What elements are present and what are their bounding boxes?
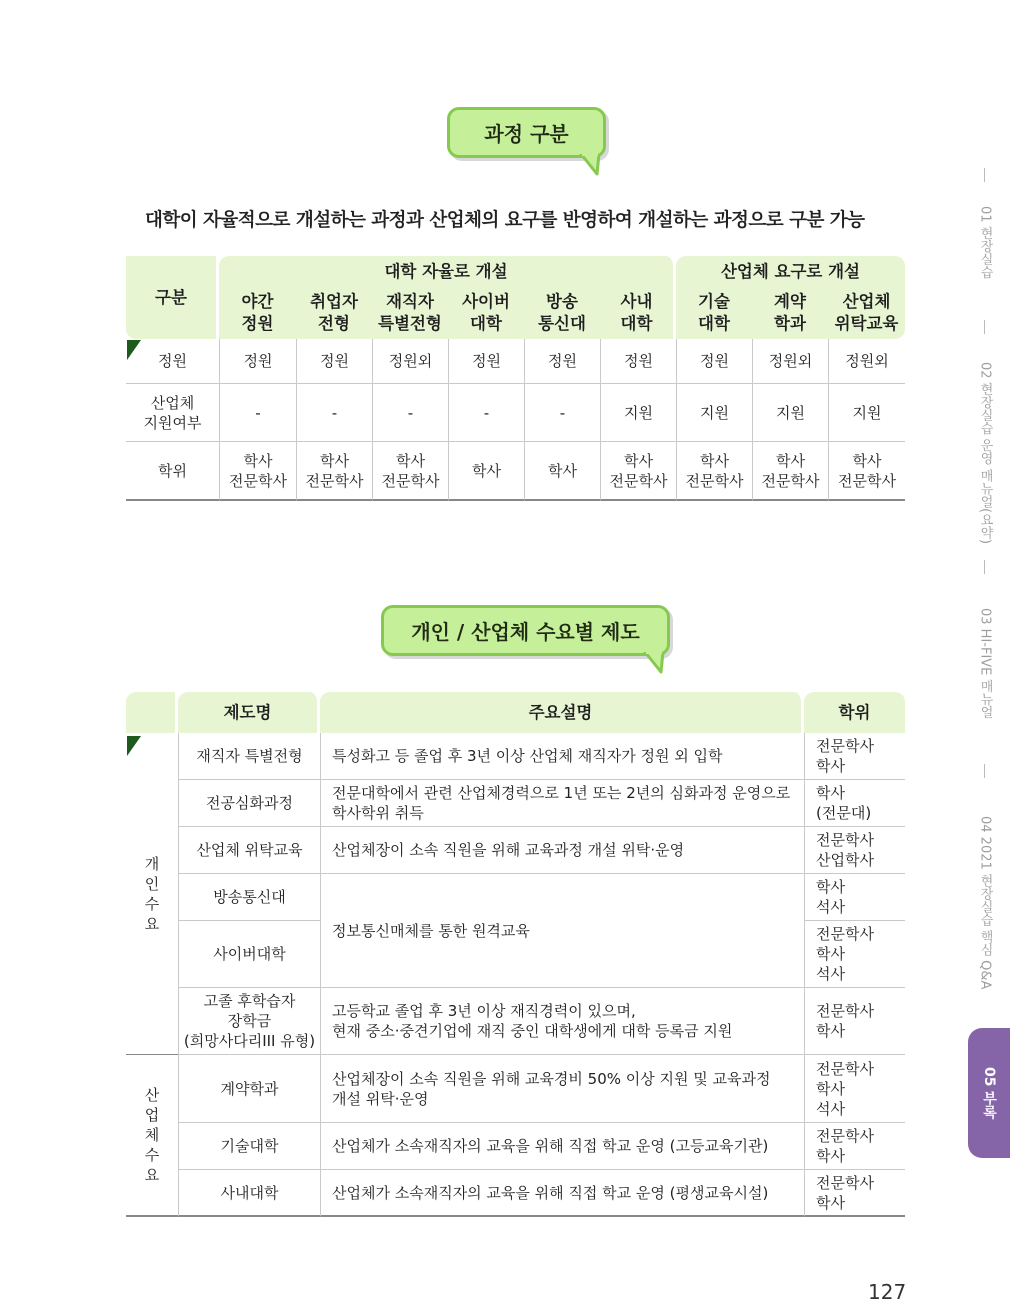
group-label-text: 산업체수요 [144, 1086, 160, 1184]
cell-line: 정원 [320, 352, 349, 370]
sidebar-item-01[interactable] [960, 206, 1010, 279]
cell-line: 전문학사 [609, 471, 668, 490]
cell-line: 석사 [816, 1099, 845, 1118]
column-header [296, 287, 372, 339]
course-type-table [126, 256, 905, 501]
table-cell [372, 339, 448, 384]
sidebar-item-label: 01 현장실습 [977, 206, 993, 279]
cell-line: 정원 [548, 352, 577, 370]
cell-line: 학사 [816, 784, 845, 802]
program-name [178, 874, 320, 921]
program-degree [804, 733, 905, 780]
program-degree [804, 1170, 905, 1217]
cell-line: 전문대학에서 관련 산업체경력으로 1년 또는 2년의 심화과정 운영으로 [332, 784, 791, 802]
cell-line: 재직자 특별전형 [196, 747, 303, 765]
cell-line: 대학 [698, 314, 730, 333]
cell-line: 위탁교육 [834, 314, 899, 333]
table-cell [676, 384, 752, 442]
page-number: 127 [868, 1280, 907, 1304]
cell-line: 정원 [624, 352, 653, 370]
table-cell [372, 442, 448, 501]
cell-line: 산업체가 소속재직자의 교육을 위해 직접 학교 운영 (평생교육시설) [332, 1183, 769, 1202]
cell-line: 재직자 [386, 292, 434, 311]
table-cell [296, 384, 372, 442]
sidebar-item-02[interactable] [960, 362, 1010, 544]
cell-line: 사이버 [462, 292, 510, 311]
cell-line: 특별전형 [378, 314, 442, 333]
cell-line: 산업체가 소속재직자의 교육을 위해 직접 학교 운영 (고등교육기관) [332, 1137, 769, 1155]
cell-line: 사내 [620, 292, 653, 311]
sidebar-item-label: 05 부록 [981, 1066, 997, 1120]
cell-line: 전문학사 [381, 471, 440, 490]
cell-line: 정원 [472, 352, 501, 370]
cell-line: - [255, 403, 261, 422]
column-header [752, 287, 828, 339]
table-cell [752, 442, 828, 501]
cell-line: 개설 위탁·운영 [332, 1089, 429, 1108]
cell-line: 장학금 [227, 1012, 272, 1030]
cell-line: 특성화고 등 졸업 후 3년 이상 산업체 재직자가 정원 외 입학 [332, 747, 723, 765]
cell-line: 지원 [700, 403, 729, 422]
cell-line: (희망사다리III 유형) [183, 1032, 316, 1050]
cell-line: 전문학사 [816, 1127, 874, 1145]
table-cell [752, 384, 828, 442]
group-header-univ: 대학 자율로 개설 [219, 256, 676, 287]
cell-line: 학사 [816, 1022, 845, 1040]
column-header [676, 287, 752, 339]
table-corner-cell: 구분 [126, 256, 219, 339]
cell-line: 전문학사 [816, 1173, 874, 1192]
cell-line: 전문학사 [838, 471, 896, 490]
cell-line: 학사학위 취득 [332, 804, 424, 822]
cell-line: 학사 [816, 878, 845, 896]
sidebar-item-05-active[interactable] [968, 1028, 1010, 1158]
cell-line: 취업자 [310, 292, 358, 311]
section2-badge [381, 605, 670, 656]
program-name [178, 1123, 320, 1170]
cell-line: 학사 [548, 461, 577, 480]
cell-line: (전문대) [816, 804, 872, 822]
sidebar-item-label: 04 2021 현장실습 핵심 Q&A [977, 816, 993, 990]
cell-line: 사이버대학 [213, 945, 286, 963]
cell-line: 학사 [776, 451, 805, 470]
cell-line: 전문학사 [229, 471, 287, 490]
table-cell [524, 384, 600, 442]
cell-line: 방송통신대 [213, 888, 286, 906]
cell-line: 고등학교 졸업 후 3년 이상 재직경력이 있으며, [332, 1002, 636, 1020]
section1-subtitle: 대학이 자율적으로 개설하는 과정과 산업체의 요구를 반영하여 개설하는 과정으로 구분 가능 [145, 210, 865, 231]
table-cell [296, 339, 372, 384]
program-degree [804, 988, 905, 1055]
program-degree [804, 1123, 905, 1170]
cell-line: 산업체 위탁교육 [196, 841, 303, 859]
table-cell [219, 384, 296, 442]
group-label-text: 개인수요 [144, 854, 160, 933]
program-name [178, 988, 320, 1055]
cell-line: 대학 [620, 314, 653, 333]
row-label [126, 339, 219, 384]
sidebar-item-label: 03 HI-FIVE 매뉴얼 [977, 608, 993, 719]
cell-line: 정원 [700, 352, 729, 370]
cell-line: 지원 [776, 403, 805, 422]
program-desc [320, 1170, 804, 1217]
column-header [448, 287, 524, 339]
cell-line: 계약학과 [220, 1079, 279, 1098]
program-desc [320, 827, 804, 874]
cell-line: 사내대학 [220, 1183, 279, 1202]
cell-line: - [483, 403, 490, 422]
cell-line: 산업체 [842, 292, 891, 311]
row-label [126, 442, 219, 501]
cell-line: 학사 [816, 945, 845, 963]
program-desc [320, 988, 804, 1055]
cell-line: 학사 [816, 1193, 845, 1212]
column-header [524, 287, 600, 339]
table-cell [524, 442, 600, 501]
table-header-degree: 학위 [804, 692, 905, 733]
cell-line: 방송 [546, 292, 578, 311]
table-cell [828, 442, 905, 501]
cell-line: 전문학사 [305, 471, 364, 490]
column-header [828, 287, 905, 339]
cell-line: 학과 [774, 314, 806, 333]
cell-line: 학사 [700, 451, 729, 470]
cell-line: - [331, 403, 338, 422]
table-cell [219, 339, 296, 384]
cell-line: 학사 [396, 451, 425, 470]
cell-line: 지원여부 [143, 413, 202, 432]
cell-line: 정원외 [768, 352, 813, 370]
cell-line: 기술대학 [220, 1137, 279, 1155]
table-cell [372, 384, 448, 442]
program-degree [804, 1055, 905, 1123]
cell-line: 학사 [472, 461, 501, 480]
cell-line: 석사 [816, 965, 845, 983]
cell-line: 전공심화과정 [206, 794, 293, 812]
section2-badge-label: 개인 / 산업체 수요별 제도 [411, 620, 640, 644]
cell-line: 학위 [158, 461, 187, 480]
cell-line: 지원 [852, 403, 882, 422]
table-cell [448, 339, 524, 384]
cell-line: - [559, 403, 566, 422]
cell-line: 정원외 [845, 352, 889, 370]
table-header-name: 제도명 [178, 692, 320, 733]
program-desc [320, 1123, 804, 1170]
table-cell [524, 339, 600, 384]
table-cell [600, 442, 676, 501]
section1-badge [447, 107, 606, 158]
cell-line: 학사 [816, 1079, 845, 1098]
cell-line: 전문학사 [816, 1002, 874, 1020]
cell-line: 전문학사 [816, 737, 874, 755]
cell-line: 대학 [470, 314, 502, 333]
cell-line: 석사 [816, 898, 845, 916]
cell-line: 학사 [852, 451, 882, 470]
table-cell [600, 384, 676, 442]
cell-line: 학사 [624, 451, 653, 470]
cell-line: 현재 중소·중견기업에 재직 중인 대학생에게 대학 등록금 지원 [332, 1022, 733, 1040]
cell-line: 학사 [816, 1147, 845, 1165]
cell-line: 산업체장이 소속 직원을 위해 교육과정 개설 위탁·운영 [332, 841, 685, 859]
program-degree [804, 780, 905, 827]
program-table [126, 692, 905, 1217]
cell-line: 기술 [698, 292, 730, 311]
group-header-industry: 산업체 요구로 개설 [676, 256, 905, 287]
table-header-desc: 주요설명 [320, 692, 804, 733]
table-cell [219, 442, 296, 501]
cell-line: 전형 [318, 314, 350, 333]
program-degree [804, 874, 905, 921]
cell-line: 정원 [158, 352, 187, 370]
program-desc [320, 1055, 804, 1123]
column-header [600, 287, 676, 339]
cell-line: 학사 [243, 451, 273, 470]
sidebar-divider [984, 560, 985, 574]
table-cell [600, 339, 676, 384]
table-cell [828, 384, 905, 442]
section1-badge-label: 과정 구분 [484, 122, 569, 146]
table-cell [448, 442, 524, 501]
group-label-industry [126, 1055, 178, 1217]
cell-line: 정원 [243, 352, 273, 370]
sidebar-divider [984, 764, 985, 778]
cell-line: 정원 [241, 314, 274, 333]
program-name [178, 733, 320, 780]
table-cell [296, 442, 372, 501]
sidebar-divider [984, 320, 985, 334]
row-label [126, 384, 219, 442]
table-cell [676, 339, 752, 384]
cell-line: 학사 [816, 757, 845, 775]
cell-line: 고졸 후학습자 [203, 992, 296, 1010]
table-cell [828, 339, 905, 384]
program-degree [804, 921, 905, 988]
cell-line: 전문학사 [816, 831, 874, 849]
program-name [178, 1055, 320, 1123]
cell-line: 통신대 [538, 314, 586, 333]
program-desc [320, 733, 804, 780]
sidebar-item-03[interactable] [960, 608, 1010, 719]
program-desc [320, 874, 804, 988]
table-cell [676, 442, 752, 501]
sidebar-item-04[interactable] [960, 816, 1010, 989]
group-label-personal [126, 733, 178, 1055]
table-cell [752, 339, 828, 384]
program-name [178, 780, 320, 827]
speech-tail-icon [579, 154, 601, 176]
cell-line: 산업체 [150, 393, 195, 412]
table-header-blank [126, 692, 178, 733]
program-degree [804, 827, 905, 874]
cell-line: 야간 [241, 292, 274, 311]
cell-line: 산업학사 [816, 851, 874, 869]
program-name [178, 827, 320, 874]
speech-tail-icon [643, 652, 665, 674]
cell-line: 전문학사 [816, 925, 874, 943]
cell-line: - [407, 403, 414, 422]
column-header [219, 287, 296, 339]
cell-line: 정원외 [388, 352, 433, 370]
cell-line: 정보통신매체를 통한 원격교육 [332, 921, 530, 940]
cell-line: 전문학사 [685, 471, 744, 490]
cell-line: 지원 [624, 403, 653, 422]
sidebar-divider [984, 168, 985, 182]
cell-line: 계약 [774, 292, 806, 311]
column-header [372, 287, 448, 339]
cell-line: 전문학사 [761, 471, 820, 490]
program-desc [320, 780, 804, 827]
cell-line: 전문학사 [816, 1059, 874, 1078]
program-name [178, 921, 320, 988]
sidebar-item-label: 02 현장실습 운영 매뉴얼(요약) [977, 362, 993, 545]
program-name [178, 1170, 320, 1217]
cell-line: 산업체장이 소속 직원을 위해 교육경비 50% 이상 지원 및 교육과정 [332, 1069, 771, 1088]
cell-line: 학사 [320, 451, 349, 470]
table-cell [448, 384, 524, 442]
